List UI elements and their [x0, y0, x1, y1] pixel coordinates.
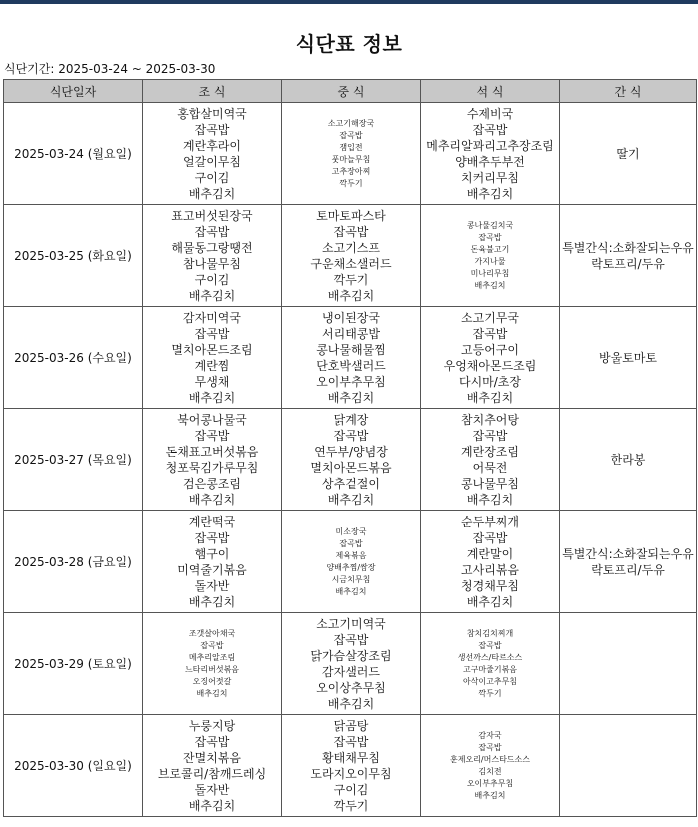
menu-item: 풋마늘무침	[331, 154, 371, 164]
menu-item: 멸치아몬드볶음	[310, 460, 392, 475]
menu-date: 2025-03-25 (화요일)	[4, 205, 143, 307]
menu-item: 생선까스/타르소스	[457, 652, 523, 662]
menu-item: 얼갈이무침	[183, 154, 241, 169]
snack-item: 특별간식:소화잘되는우유	[562, 240, 694, 255]
top-rule	[0, 0, 698, 4]
snack-item: 방울토마토	[599, 350, 657, 365]
menu-item: 검은콩조림	[183, 476, 241, 491]
menu-item: 황태채무침	[322, 750, 380, 765]
snack-item: 딸기	[616, 146, 640, 161]
menu-item: 배추김치	[474, 280, 506, 290]
menu-item: 청경채무침	[461, 578, 519, 593]
menu-item: 감자샐러드	[322, 664, 380, 679]
snack-cell	[560, 103, 697, 205]
menu-item: 치커리무침	[461, 170, 519, 185]
menu-item: 토마토파스타	[316, 208, 386, 223]
breakfast-menu-list	[143, 412, 281, 508]
menu-item: 배추김치	[188, 594, 236, 609]
menu-item: 콩나물무침	[461, 476, 519, 491]
dinner-cell	[421, 307, 560, 409]
menu-item: 표고버섯된장국	[171, 208, 253, 223]
menu-item: 연두부/양념장	[314, 444, 388, 459]
menu-item: 돌자반	[194, 782, 230, 797]
breakfast-menu-list	[143, 514, 281, 610]
menu-item: 북어콩나물국	[177, 412, 247, 427]
menu-item: 서리태콩밥	[322, 326, 380, 341]
snack-cell	[560, 613, 697, 715]
lunch-cell	[282, 307, 421, 409]
dinner-cell	[421, 409, 560, 511]
menu-item: 잡곡밥	[194, 530, 230, 545]
menu-item: 배추김치	[466, 492, 514, 507]
menu-item: 미나리무침	[470, 268, 510, 278]
menu-item: 잡곡밥	[194, 122, 230, 137]
menu-item: 계란후라이	[183, 138, 241, 153]
menu-item: 배추김치	[188, 288, 236, 303]
breakfast-cell	[143, 307, 282, 409]
menu-item: 오징어젓갈	[192, 676, 232, 686]
lunch-cell	[282, 103, 421, 205]
dinner-menu-list	[421, 310, 559, 406]
menu-item: 브로콜리/참깨드레싱	[157, 766, 267, 781]
lunch-cell	[282, 511, 421, 613]
menu-item: 잔멸치볶음	[183, 750, 241, 765]
menu-item: 양배추찜/쌈장	[326, 562, 376, 572]
lunch-menu-list	[282, 718, 420, 814]
menu-item: 참치추어탕	[461, 412, 519, 427]
menu-date: 2025-03-28 (금요일)	[4, 511, 143, 613]
menu-item: 배추김치	[188, 186, 236, 201]
menu-item: 상추겉절이	[322, 476, 380, 491]
menu-item: 오이부추무침	[466, 778, 514, 788]
menu-item: 오이부추무침	[316, 374, 386, 389]
dinner-menu-list	[421, 730, 559, 802]
header-snack: 간 식	[560, 80, 697, 103]
menu-item: 잡곡밥	[478, 640, 502, 650]
dinner-cell	[421, 613, 560, 715]
menu-item: 수제비국	[466, 106, 514, 121]
menu-item: 배추김치	[196, 688, 228, 698]
table-row	[4, 103, 697, 205]
menu-date: 2025-03-27 (목요일)	[4, 409, 143, 511]
page-title: 식단표 정보	[295, 32, 403, 56]
menu-item: 소고기스프	[322, 240, 380, 255]
menu-item: 고등어구이	[461, 342, 519, 357]
menu-item: 제육볶음	[335, 550, 367, 560]
menu-item: 닭계장	[333, 412, 369, 427]
lunch-menu-list	[282, 310, 420, 406]
menu-item: 시금치무침	[331, 574, 371, 584]
menu-item: 잡곡밥	[478, 232, 502, 242]
menu-item: 깍두기	[333, 798, 369, 813]
menu-item: 무생채	[194, 374, 230, 389]
menu-item: 아삭이고추무침	[462, 676, 518, 686]
table-row	[4, 613, 697, 715]
dinner-cell	[421, 715, 560, 817]
table-row	[4, 205, 697, 307]
menu-item: 배추김치	[466, 390, 514, 405]
menu-item: 고추장아찌	[331, 166, 371, 176]
menu-item: 냉이된장국	[322, 310, 380, 325]
menu-table	[3, 79, 697, 817]
breakfast-cell	[143, 715, 282, 817]
breakfast-menu-list	[143, 106, 281, 202]
menu-item: 잼입전	[339, 142, 363, 152]
snack-cell	[560, 409, 697, 511]
menu-period: 식단기간: 2025-03-24 ~ 2025-03-30	[4, 62, 216, 76]
menu-item: 구운채소샐러드	[310, 256, 392, 271]
menu-date: 2025-03-29 (토요일)	[4, 613, 143, 715]
menu-item: 멸치아몬드조림	[171, 342, 253, 357]
lunch-menu-list	[282, 208, 420, 304]
menu-item: 배추김치	[335, 586, 367, 596]
menu-item: 구이김	[333, 782, 369, 797]
menu-item: 감자미역국	[183, 310, 241, 325]
dinner-cell	[421, 103, 560, 205]
menu-item: 닭곰탕	[333, 718, 369, 733]
snack-cell	[560, 205, 697, 307]
menu-item: 가지나물	[474, 256, 506, 266]
table-row	[4, 511, 697, 613]
menu-item: 청포묵김가루무침	[165, 460, 259, 475]
dinner-menu-list	[421, 514, 559, 610]
menu-item: 김치전	[478, 766, 502, 776]
lunch-menu-list	[282, 526, 420, 598]
header-breakfast: 조 식	[143, 80, 282, 103]
dinner-menu-list	[421, 412, 559, 508]
breakfast-cell	[143, 409, 282, 511]
menu-item: 잡곡밥	[194, 734, 230, 749]
breakfast-cell	[143, 511, 282, 613]
menu-item: 해물동그랑땡전	[171, 240, 253, 255]
menu-item: 단호박샐러드	[316, 358, 386, 373]
menu-date: 2025-03-30 (일요일)	[4, 715, 143, 817]
table-row	[4, 307, 697, 409]
menu-item: 구이김	[194, 170, 230, 185]
snack-item: 특별간식:소화잘되는우유	[562, 546, 694, 561]
menu-item: 잡곡밥	[472, 326, 508, 341]
menu-item: 계란말이	[466, 546, 514, 561]
lunch-menu-list	[282, 118, 420, 190]
snack-cell	[560, 715, 697, 817]
menu-item: 깍두기	[333, 272, 369, 287]
menu-item: 구이김	[194, 272, 230, 287]
header-date: 식단일자	[4, 80, 143, 103]
menu-item: 감자국	[478, 730, 502, 740]
snack-cell	[560, 307, 697, 409]
menu-item: 홍합살미역국	[177, 106, 247, 121]
breakfast-cell	[143, 205, 282, 307]
menu-item: 배추김치	[327, 696, 375, 711]
menu-item: 잡곡밥	[472, 428, 508, 443]
menu-item: 배추김치	[188, 390, 236, 405]
lunch-cell	[282, 613, 421, 715]
menu-item: 어묵전	[472, 460, 508, 475]
breakfast-menu-list	[143, 208, 281, 304]
menu-item: 잡곡밥	[333, 734, 369, 749]
dinner-cell	[421, 511, 560, 613]
menu-item: 메추리알조림	[188, 652, 236, 662]
lunch-menu-list	[282, 616, 420, 712]
menu-item: 누룽지탕	[188, 718, 236, 733]
menu-date: 2025-03-24 (월요일)	[4, 103, 143, 205]
breakfast-menu-list	[143, 310, 281, 406]
menu-item: 오이상추무침	[316, 680, 386, 695]
snack-item: 락토프리/두유	[591, 256, 665, 271]
breakfast-menu-list	[143, 628, 281, 700]
menu-item: 잡곡밥	[478, 742, 502, 752]
menu-item: 조갯살아채국	[188, 628, 236, 638]
menu-item: 깍두기	[478, 688, 502, 698]
menu-item: 돌자반	[194, 578, 230, 593]
lunch-cell	[282, 715, 421, 817]
menu-item: 배추김치	[188, 798, 236, 813]
menu-item: 고구마줄기볶음	[462, 664, 518, 674]
menu-item: 미소장국	[335, 526, 367, 536]
menu-item: 돈채표고버섯볶음	[165, 444, 259, 459]
menu-date: 2025-03-26 (수요일)	[4, 307, 143, 409]
menu-item: 잡곡밥	[194, 224, 230, 239]
lunch-cell	[282, 409, 421, 511]
menu-item: 잡곡밥	[333, 632, 369, 647]
menu-item: 배추김치	[474, 790, 506, 800]
menu-item: 순두부찌개	[461, 514, 519, 529]
menu-item: 양배추두부전	[455, 154, 525, 169]
menu-item: 소고기해장국	[327, 118, 375, 128]
dinner-menu-list	[421, 220, 559, 292]
menu-item: 참나물무침	[183, 256, 241, 271]
menu-item: 잡곡밥	[194, 326, 230, 341]
menu-item: 참치김치찌개	[466, 628, 514, 638]
menu-item: 잡곡밥	[472, 530, 508, 545]
breakfast-cell	[143, 103, 282, 205]
menu-item: 소고기미역국	[316, 616, 386, 631]
menu-item: 계란장조림	[461, 444, 519, 459]
menu-item: 잡곡밥	[333, 224, 369, 239]
menu-item: 돈육불고기	[470, 244, 510, 254]
menu-item: 배추김치	[327, 288, 375, 303]
menu-item: 햄구이	[194, 546, 230, 561]
snack-item: 락토프리/두유	[591, 562, 665, 577]
menu-item: 메추리알꽈리고추장조림	[426, 138, 554, 153]
breakfast-cell	[143, 613, 282, 715]
header-dinner: 석 식	[421, 80, 560, 103]
menu-item: 배추김치	[327, 390, 375, 405]
menu-item: 잡곡밥	[200, 640, 224, 650]
menu-item: 깍두기	[339, 178, 363, 188]
menu-item: 배추김치	[327, 492, 375, 507]
menu-item: 배추김치	[188, 492, 236, 507]
dinner-menu-list	[421, 106, 559, 202]
breakfast-menu-list	[143, 718, 281, 814]
menu-item: 고사리볶음	[461, 562, 519, 577]
menu-item: 잡곡밥	[333, 428, 369, 443]
menu-item: 배추김치	[466, 594, 514, 609]
dinner-cell	[421, 205, 560, 307]
menu-item: 훈제오리/머스타드소스	[450, 754, 530, 764]
table-header-row	[4, 80, 697, 103]
header-lunch: 중 식	[282, 80, 421, 103]
menu-item: 잡곡밥	[194, 428, 230, 443]
menu-item: 미역줄기볶음	[177, 562, 247, 577]
menu-item: 소고기무국	[461, 310, 519, 325]
menu-item: 다시마/초장	[458, 374, 521, 389]
table-row	[4, 715, 697, 817]
menu-item: 계란떡국	[188, 514, 236, 529]
table-row	[4, 409, 697, 511]
snack-cell	[560, 511, 697, 613]
lunch-cell	[282, 205, 421, 307]
dinner-menu-list	[421, 628, 559, 700]
lunch-menu-list	[282, 412, 420, 508]
menu-item: 배추김치	[466, 186, 514, 201]
menu-item: 잡곡밥	[339, 130, 363, 140]
menu-item: 잡곡밥	[472, 122, 508, 137]
menu-item: 잡곡밥	[339, 538, 363, 548]
menu-item: 닭가슴살장조림	[310, 648, 392, 663]
menu-item: 계란찜	[194, 358, 230, 373]
menu-item: 우엉채아몬드조림	[443, 358, 537, 373]
menu-item: 콩나물해물찜	[316, 342, 386, 357]
menu-item: 도라지오이무침	[310, 766, 392, 781]
snack-item: 한라봉	[610, 452, 646, 467]
menu-item: 느타리버섯볶음	[184, 664, 240, 674]
menu-item: 콩나물김치국	[466, 220, 514, 230]
